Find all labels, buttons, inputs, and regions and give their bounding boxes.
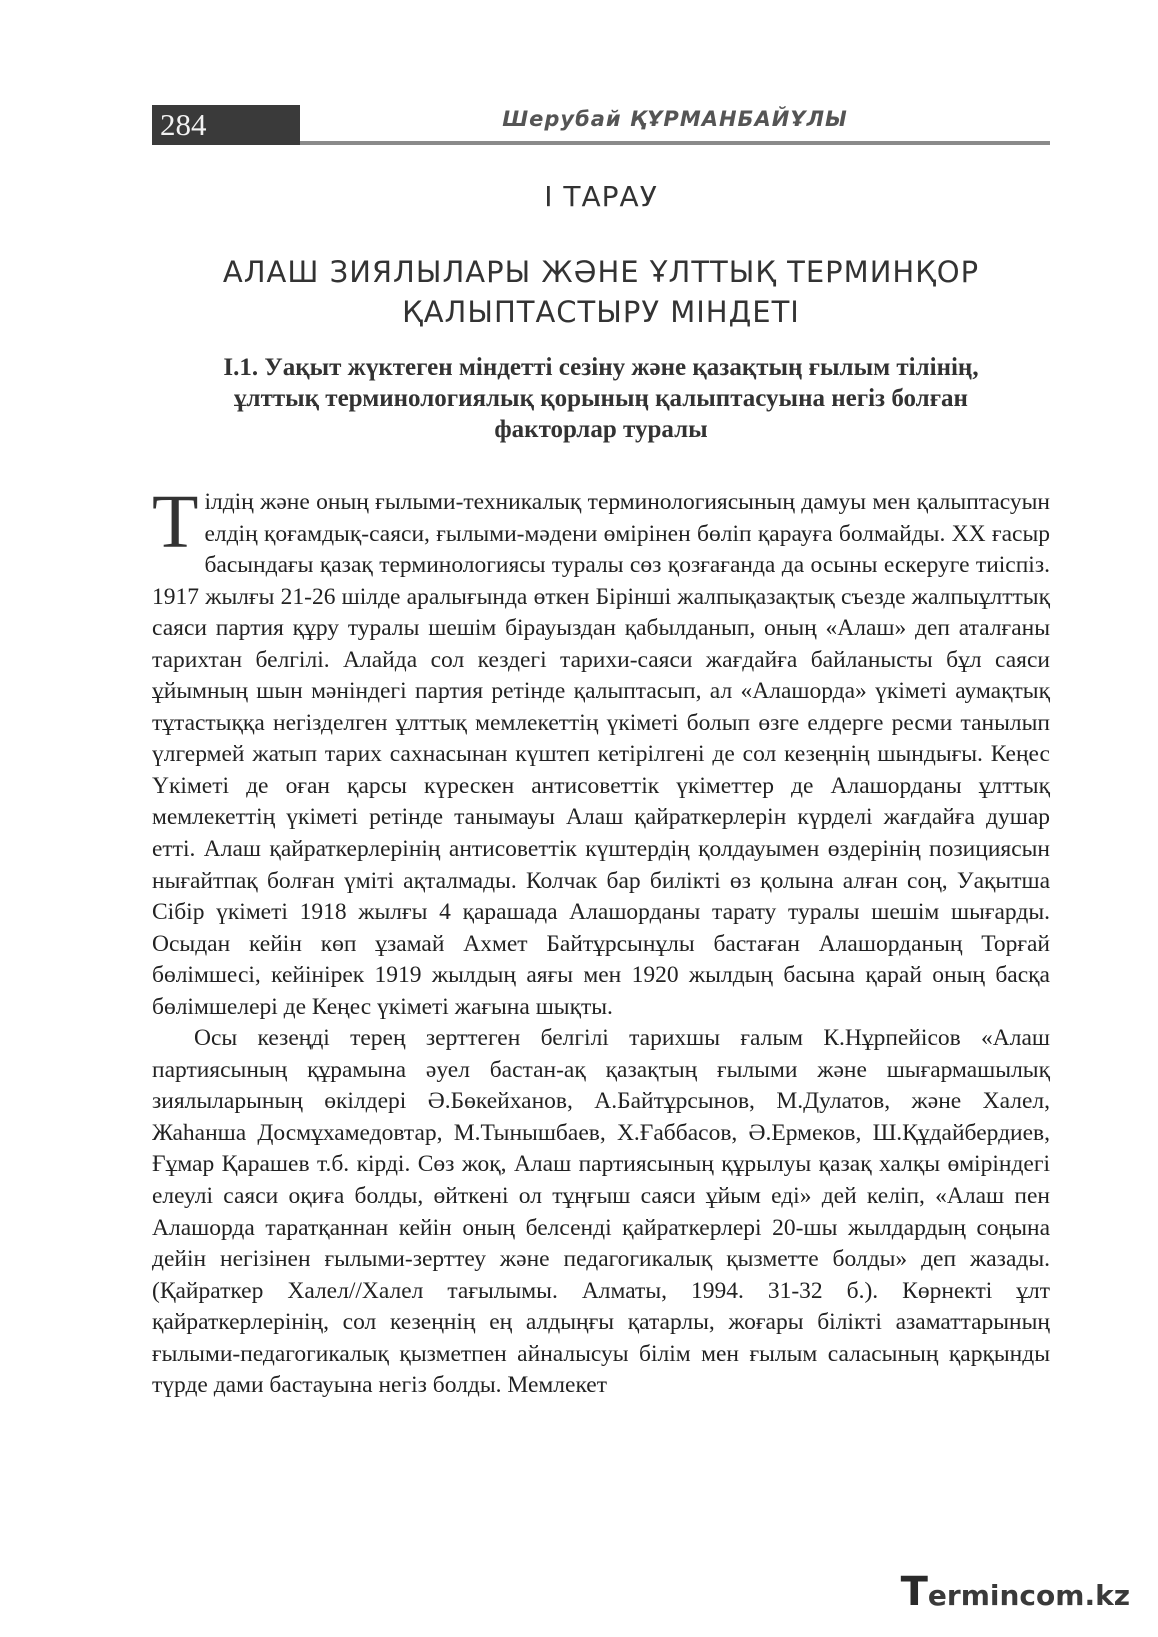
- section-title-line-3: факторлар туралы: [494, 416, 708, 443]
- watermark-first-letter: T: [900, 1569, 928, 1615]
- chapter-title: [152, 252, 1050, 332]
- running-head-author: Шерубай ҚҰРМАНБАЙҰЛЫ: [502, 107, 848, 131]
- page-number: 284: [152, 105, 300, 145]
- chapter-number: I ТАРАУ: [544, 180, 658, 213]
- section-title-line-1: І.1. Уақыт жүктеген міндетті сезіну және қазақтың ғылым тілінің,: [223, 354, 979, 381]
- running-head: [152, 105, 1050, 145]
- paragraph-2: Осы кезеңді терең зерттеген белгілі тарихшы ғалым К.Нұрпейісов «Алаш партиясының құрамына әуел бастан-ақ қазақтың ғылыми және шығармашылық зиялыларының өкілдері Ә.Бөкейханов, А.Байтұрсынов, М.Дулатов, және Халел, Жаһанша Досмұхамедовтар, М.Тынышбаев, Х.Ғаббасов, Ә.Ермеков, Ш.Құдайбердиев, Ғұмар Қарашев т.б. кірді. Сөз жоқ, Алаш партиясының құрылуы қазақ халқы өміріндегі елеулі саяси оқиға болды, өйткені ол тұңғыш саяси ұйым еді» дей келіп, «Алаш пен Алашорда таратқаннан кейін оның белсенді қайраткерлері 20-шы жылдардың соңына дейін негізінен ғылыми-зерттеу және педагогикалық қызметте болды» деп жазады. (Қайраткер Халел//Халел тағылымы. Алматы, 1994. 31-32 б.). Көрнекті ұлт қайраткерлерінің, сол кезеңнің ең алдыңғы қатарлы, жоғары білікті азаматтарының ғылыми-педагогикалық қызметпен айналысуы білім мен ғылым саласының қарқынды түрде дами бастауына негіз болды. Мемлекет: [152, 1025, 1050, 1399]
- paragraph-1: Тілдің және оның ғылыми-техникалық терминологиясының дамуы мен қалыптасуын елдің қоғамдық-саяси, ғылыми-мәдени өмірінен бөліп қарауға болмайды. XX ғасыр басындағы қазақ терминологиясы туралы сөз қозғағанда да осыны ескеруге тиіспіз. 1917 жылғы 21-26 шілде аралығында өткен Бірінші жалпықазақтық съезде жалпыұлттық саяси партия құру туралы шешім бірауыздан қабылданып, оның «Алаш» деп аталғаны тарихтан белгілі. Алайда сол кездегі тарихи-саяси жағдайға байланысты бұл саяси ұйымның шын мәніндегі партия ретінде қалыптасып, ал «Алашорда» үкіметі аумақтық тұтастыққа негізделген ұлттық мемлекеттің үкіметі болып өзге елдерге ресми танылып үлгермей жатып тарих сахнасынан күштеп кетірілгені де сол кезеңнің шындығы. Кеңес Үкіметі де оған қарсы күрескен антисоветтік үкіметтер де Алашорданы ұлттық мемлекеттің үкіметі ретінде танымауы Алаш қайраткерлерін күрделі жағдайға душар етті. Алаш қайраткерлерінің антисоветтік күштердің қолдауымен өздерінің позициясын нығайтпақ болған үміті ақталмады. Колчак бар билікті өз қолына алған соң, Уақытша Сібір үкіметі 1918 жылғы 4 қарашада Алашорданы тарату туралы шешім шығарды. Осыдан кейін көп ұзамай Ахмет Байтұрсынұлы бастаған Алашорданың Торғай бөлімшесі, кейінірек 1919 жылдың аяғы мен 1920 жылдың басына қарай оның басқа бөлімшелері де Кеңес үкіметі жағына шықты.: [152, 480, 1050, 1020]
- watermark-rest: ermincom.kz: [927, 1579, 1130, 1612]
- header-rule: [300, 141, 1050, 145]
- chapter-title-line-1: АЛАШ ЗИЯЛЫЛАРЫ ЖӘНЕ ҰЛТТЫҚ ТЕРМИНҚОР: [222, 255, 980, 289]
- body-text: [152, 480, 1050, 1402]
- chapter-title-line-2: ҚАЛЫПТАСТЫРУ МІНДЕТІ: [402, 295, 800, 329]
- site-watermark: [901, 1569, 1130, 1615]
- section-title: [192, 352, 1010, 445]
- section-title-line-2: ұлттық терминологиялық қорының қалыптасуына негіз болған: [234, 385, 968, 412]
